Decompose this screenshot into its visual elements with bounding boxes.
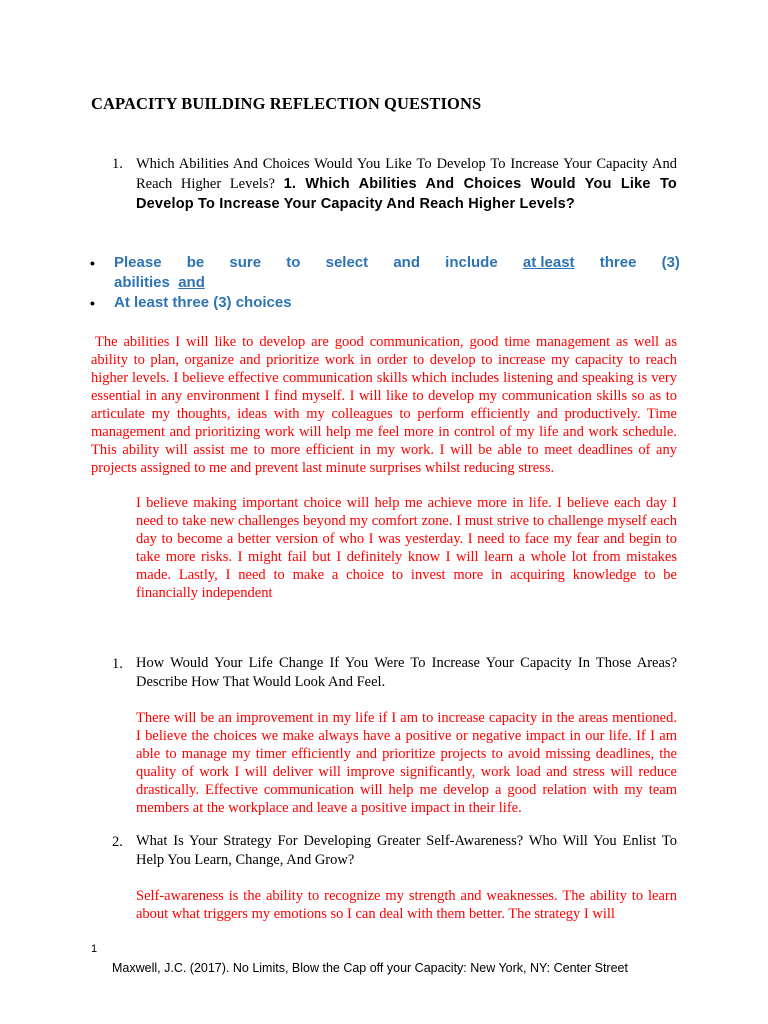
- bullet-word: (3): [661, 254, 680, 271]
- answer-1-paragraph-2: I believe making important choice will help me achieve more in life. I believe each day I need to take new challenges beyond my comfort zone. I must strive to challenge myself each day to become a better version of who I was yesterday. I need to face my fear and begin to take more risks. I might fail but I definitely know I will learn a whole lot from mistakes made. Lastly, I need to make a choice to invest more in acquiring knowledge to be financially independent: [136, 495, 677, 601]
- bullet-choices: [90, 293, 680, 313]
- question-3-text: What Is Your Strategy For Developing Greater Self-Awareness? Who Will You Enlist To Help You Learn, Change, And Grow?: [136, 833, 677, 868]
- bullet-word: select: [325, 254, 369, 271]
- bullet-word: include: [445, 254, 498, 271]
- question-1-number: 1.: [112, 156, 123, 172]
- footnote-number: 1: [91, 943, 98, 955]
- question-1: [136, 154, 677, 214]
- bullet-abilities-line1: [114, 253, 680, 273]
- bullet-word: be: [186, 254, 205, 271]
- bullet-word: three: [599, 254, 637, 271]
- bullet-abilities-line2: [114, 273, 680, 293]
- answer-2: There will be an improvement in my life if I am to increase capacity in the areas mentioned. I believe the choices we make always have a positive or negative impact in our life. If I am able to manage my timer efficiently and prioritize projects to avoid missing deadlines, the quality of work I will deliver will improve significantly, work load and stress will reduce drastically. Effective communication will help me develop a good relation with my team members at the workplace and leave a positive impact in their life.: [136, 710, 677, 816]
- document-title: CAPACITY BUILDING REFLECTION QUESTIONS: [91, 94, 482, 113]
- bullet-word: sure: [229, 254, 262, 271]
- bullet-underlined-and: and: [178, 274, 205, 291]
- bullet-underlined-at-least: at least: [522, 254, 575, 271]
- question-2-number: 1.: [112, 656, 123, 672]
- question-1-bold-repeat: 1. Which Abilities And Choices Would You Like To Develop To Increase Your Capacity And Reach Higher Levels?: [136, 176, 677, 212]
- question-2-text: How Would Your Life Change If You Were To Increase Your Capacity In Those Areas? Describe How That Would Look And Feel.: [136, 655, 677, 690]
- bullet-word: Please: [114, 254, 162, 271]
- bullet-word: to: [286, 254, 301, 271]
- bullet-word: and: [393, 254, 420, 271]
- answer-3: Self-awareness is the ability to recognize my strength and weaknesses. The ability to learn about what triggers my emotions so I can deal with them better. The strategy I will: [136, 888, 677, 922]
- question-1-text: Which Abilities And Choices Would You Like To Develop To Increase Your Capacity And Reach Higher Levels?: [136, 156, 677, 192]
- bullet-dot-icon: •: [90, 295, 95, 311]
- bullet-choices-text: At least three (3) choices: [114, 294, 292, 311]
- footnote-citation: Maxwell, J.C. (2017). No Limits, Blow the Cap off your Capacity: New York, NY: Center Street: [112, 961, 628, 975]
- bullet-word: abilities: [114, 274, 170, 291]
- instruction-bullets: [90, 253, 680, 313]
- bullet-abilities: [90, 253, 680, 293]
- question-3-number: 2.: [112, 834, 123, 850]
- answer-1-paragraph-1: The abilities I will like to develop are good communication, good time management as well as ability to plan, organize and prioritize work in order to develop to increase my capacity to reach higher levels. I believe effective communication skills which includes listening and speaking is very essential in any environment I find myself. I will like to develop my communication skills so as to articulate my thoughts, ideas with my colleagues to perform efficiently and productively. Time management and prioritizing work will help me feel more in control of my life and work schedule. This ability will assist me to more efficient in my work. I will be able to meet deadlines of any projects assigned to me and prevent last minute surprises whilst reducing stress.: [91, 334, 677, 476]
- bullet-dot-icon: •: [90, 255, 95, 271]
